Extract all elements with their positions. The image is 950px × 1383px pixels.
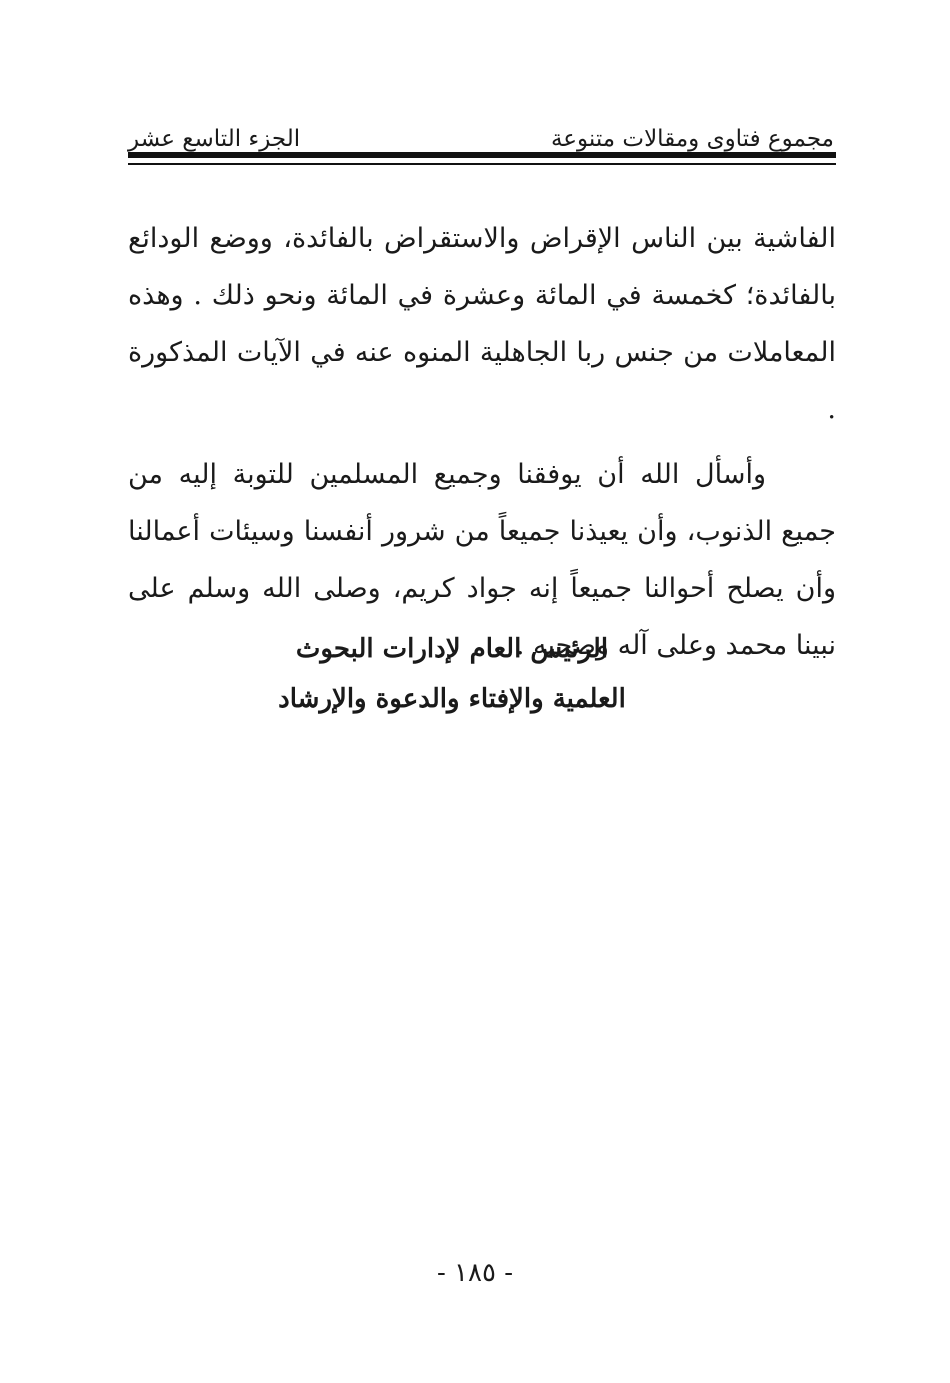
paragraph-2: وأسأل الله أن يوفقنا وجميع المسلمين للتوبة إليه من جميع الذنوب، وأن يعيذنا جميعاً من شرور أنفسنا وسيئات أعمالنا وأن يصلح أحوالنا جميعاً إنه جواد كريم، وصلى الله وسلم على نبينا محمد وعلى آله وصحبه . <box>128 459 836 661</box>
signature-block <box>128 624 836 724</box>
body-text <box>128 210 836 674</box>
book-title: مجموع فتاوى ومقالات متنوعة <box>550 126 834 152</box>
paragraph-1: الفاشية بين الناس الإقراض والاستقراض بالفائدة، ووضع الودائع بالفائدة؛ كخمسة في المائة وعشرة في المائة ونحو ذلك . وهذه المعاملات من جنس ربا الجاهلية المنوه عنه في الآيات المذكورة . <box>128 223 836 425</box>
volume-label: الجزء التاسع عشر <box>128 126 301 152</box>
header-rule-thick <box>128 152 836 158</box>
header-rule-thin <box>128 163 836 165</box>
signature-line-2: العلمية والإفتاء والدعوة والإرشاد <box>278 684 626 714</box>
signature-line-1: الرئيس العام لإدارات البحوث <box>295 634 609 664</box>
page-number: - ١٨٥ - <box>436 1258 514 1288</box>
running-header <box>128 112 834 152</box>
